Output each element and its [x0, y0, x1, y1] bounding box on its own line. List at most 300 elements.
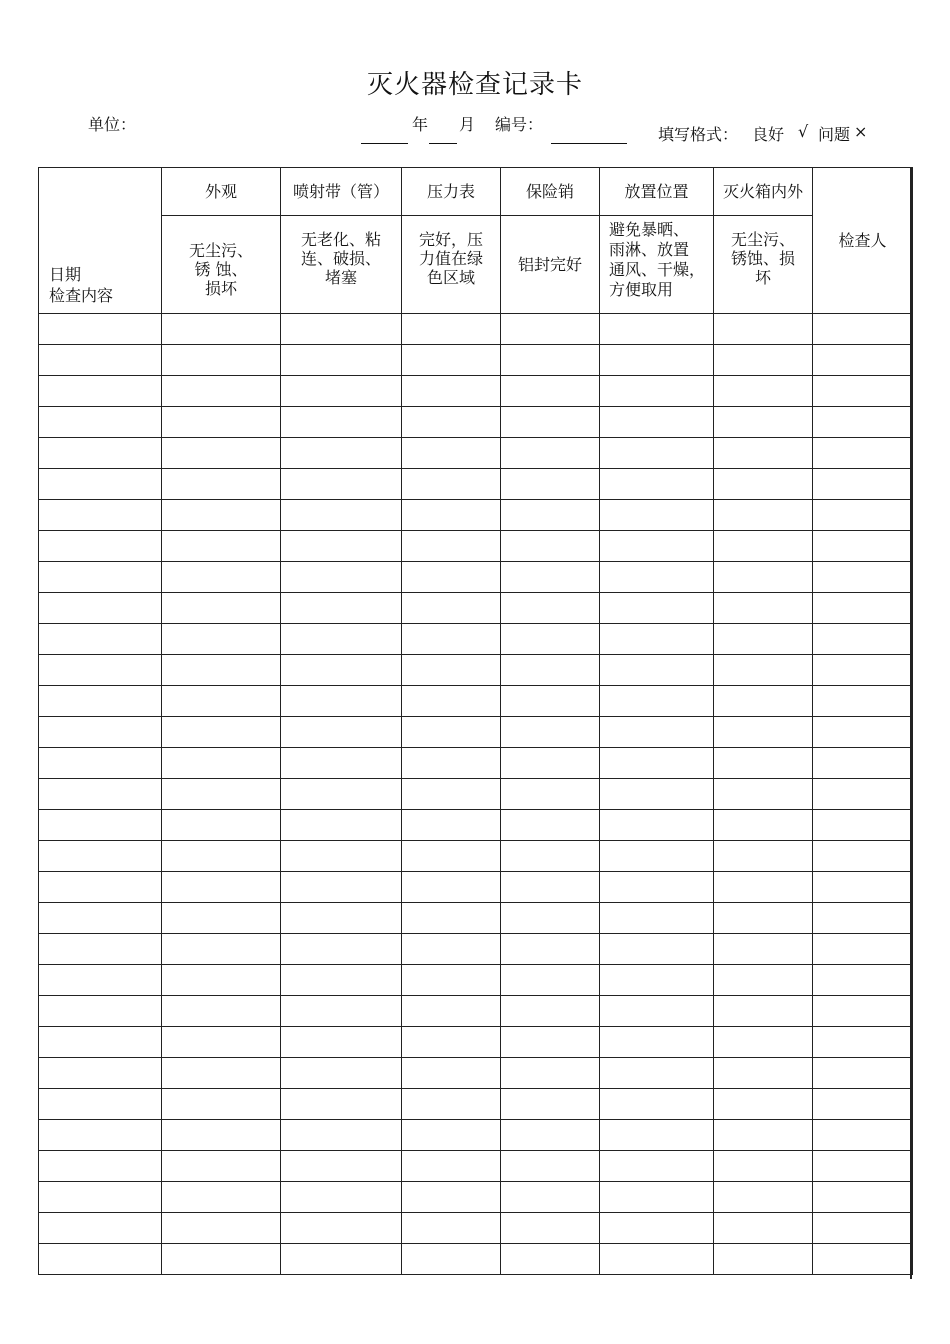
- inspector-cell[interactable]: [813, 531, 913, 562]
- table-row: [39, 314, 913, 345]
- check-cell[interactable]: [162, 1027, 281, 1058]
- check-cell[interactable]: [281, 748, 402, 779]
- check-cell[interactable]: [714, 748, 813, 779]
- date-cell[interactable]: [39, 748, 162, 779]
- date-cell[interactable]: [39, 1120, 162, 1151]
- year-label: 年: [412, 115, 429, 134]
- check-cell[interactable]: [162, 438, 281, 469]
- check-cell[interactable]: [714, 1182, 813, 1213]
- col-header-cabinet: 灭火箱内外: [714, 168, 813, 216]
- check-cell[interactable]: [714, 438, 813, 469]
- check-cell[interactable]: [281, 314, 402, 345]
- check-cell[interactable]: [162, 469, 281, 500]
- criteria-hose: 无老化、粘 连、破损、 堵塞: [281, 216, 402, 314]
- date-cell[interactable]: [39, 810, 162, 841]
- inspector-cell[interactable]: [813, 407, 913, 438]
- table-row: [39, 934, 913, 965]
- check-cell[interactable]: [402, 965, 501, 996]
- date-cell[interactable]: [39, 841, 162, 872]
- inspector-cell[interactable]: [813, 1058, 913, 1089]
- table-row: [39, 965, 913, 996]
- check-cell[interactable]: [714, 1027, 813, 1058]
- check-cell[interactable]: [281, 686, 402, 717]
- date-cell[interactable]: [39, 872, 162, 903]
- inspector-cell[interactable]: [813, 748, 913, 779]
- check-cell[interactable]: [714, 1244, 813, 1275]
- check-cell[interactable]: [714, 1058, 813, 1089]
- check-cell[interactable]: [501, 1213, 600, 1244]
- inspector-cell[interactable]: [813, 903, 913, 934]
- check-cell[interactable]: [714, 593, 813, 624]
- date-cell[interactable]: [39, 996, 162, 1027]
- check-cell[interactable]: [600, 748, 714, 779]
- criteria-cabinet: 无尘污、 锈蚀、损 坏: [714, 216, 813, 314]
- check-cell[interactable]: [501, 686, 600, 717]
- date-cell[interactable]: [39, 965, 162, 996]
- inspector-cell[interactable]: [813, 438, 913, 469]
- date-cell[interactable]: [39, 438, 162, 469]
- date-cell[interactable]: [39, 1182, 162, 1213]
- inspector-cell[interactable]: [813, 717, 913, 748]
- inspector-cell[interactable]: [813, 624, 913, 655]
- check-cell[interactable]: [402, 314, 501, 345]
- check-cell[interactable]: [600, 469, 714, 500]
- check-cell[interactable]: [281, 376, 402, 407]
- check-cell[interactable]: [162, 686, 281, 717]
- check-cell[interactable]: [600, 810, 714, 841]
- inspector-cell[interactable]: [813, 500, 913, 531]
- check-cell[interactable]: [600, 1089, 714, 1120]
- date-cell[interactable]: [39, 376, 162, 407]
- check-cell[interactable]: [281, 1089, 402, 1120]
- check-cell[interactable]: [402, 810, 501, 841]
- check-cell[interactable]: [501, 1089, 600, 1120]
- check-cell[interactable]: [501, 469, 600, 500]
- check-cell[interactable]: [402, 438, 501, 469]
- inspector-cell[interactable]: [813, 593, 913, 624]
- check-cell[interactable]: [501, 562, 600, 593]
- check-cell[interactable]: [281, 779, 402, 810]
- inspection-table: [38, 167, 913, 1275]
- check-cell[interactable]: [714, 903, 813, 934]
- table-row: [39, 686, 913, 717]
- table-row: [39, 1058, 913, 1089]
- good-mark: √: [798, 122, 809, 141]
- table-row: [39, 345, 913, 376]
- check-cell[interactable]: [402, 469, 501, 500]
- inspector-cell[interactable]: [813, 314, 913, 345]
- check-cell[interactable]: [402, 1151, 501, 1182]
- check-cell[interactable]: [714, 469, 813, 500]
- criteria-safety-pin: 铝封完好: [501, 216, 600, 314]
- check-cell[interactable]: [501, 376, 600, 407]
- check-cell[interactable]: [714, 1120, 813, 1151]
- criteria-placement: 避免暴晒、 雨淋、放置 通风、干燥， 方便取用: [600, 216, 714, 314]
- check-cell[interactable]: [714, 1151, 813, 1182]
- table-row: [39, 1151, 913, 1182]
- check-cell[interactable]: [162, 1182, 281, 1213]
- date-cell[interactable]: [39, 1213, 162, 1244]
- check-cell[interactable]: [600, 872, 714, 903]
- check-cell[interactable]: [501, 500, 600, 531]
- check-cell[interactable]: [281, 500, 402, 531]
- check-cell[interactable]: [402, 655, 501, 686]
- check-cell[interactable]: [281, 1244, 402, 1275]
- check-cell[interactable]: [281, 903, 402, 934]
- inspector-cell[interactable]: [813, 1213, 913, 1244]
- check-cell[interactable]: [402, 345, 501, 376]
- check-cell[interactable]: [281, 624, 402, 655]
- check-cell[interactable]: [402, 1213, 501, 1244]
- check-cell[interactable]: [714, 624, 813, 655]
- inspector-cell[interactable]: [813, 1244, 913, 1275]
- inspector-cell[interactable]: [813, 779, 913, 810]
- table-row: [39, 500, 913, 531]
- check-cell[interactable]: [714, 500, 813, 531]
- inspector-cell[interactable]: [813, 1151, 913, 1182]
- check-cell[interactable]: [162, 872, 281, 903]
- table-row: [39, 1120, 913, 1151]
- check-cell[interactable]: [402, 376, 501, 407]
- table-row: [39, 593, 913, 624]
- check-cell[interactable]: [600, 965, 714, 996]
- check-cell[interactable]: [281, 965, 402, 996]
- inspector-cell[interactable]: [813, 996, 913, 1027]
- check-cell[interactable]: [501, 717, 600, 748]
- table-row: [39, 407, 913, 438]
- check-cell[interactable]: [714, 655, 813, 686]
- check-cell[interactable]: [281, 934, 402, 965]
- check-cell[interactable]: [162, 717, 281, 748]
- check-cell[interactable]: [600, 438, 714, 469]
- check-cell[interactable]: [501, 593, 600, 624]
- check-cell[interactable]: [281, 407, 402, 438]
- check-cell[interactable]: [162, 593, 281, 624]
- check-cell[interactable]: [402, 1182, 501, 1213]
- date-cell[interactable]: [39, 469, 162, 500]
- check-cell[interactable]: [162, 841, 281, 872]
- check-cell[interactable]: [281, 593, 402, 624]
- check-cell[interactable]: [402, 531, 501, 562]
- table-row: [39, 1244, 913, 1275]
- date-cell[interactable]: [39, 1027, 162, 1058]
- good-label: 良好: [752, 125, 785, 144]
- check-cell[interactable]: [162, 965, 281, 996]
- date-cell[interactable]: [39, 1058, 162, 1089]
- check-cell[interactable]: [402, 562, 501, 593]
- inspector-cell[interactable]: [813, 1182, 913, 1213]
- date-cell[interactable]: [39, 903, 162, 934]
- check-cell[interactable]: [281, 1182, 402, 1213]
- check-cell[interactable]: [501, 779, 600, 810]
- check-cell[interactable]: [281, 841, 402, 872]
- check-cell[interactable]: [501, 841, 600, 872]
- check-cell[interactable]: [600, 1027, 714, 1058]
- check-cell[interactable]: [714, 407, 813, 438]
- check-cell[interactable]: [714, 1089, 813, 1120]
- date-cell[interactable]: [39, 345, 162, 376]
- criteria-appearance: 无尘污、 锈 蚀、 损坏: [162, 216, 281, 314]
- check-cell[interactable]: [600, 655, 714, 686]
- check-cell[interactable]: [501, 438, 600, 469]
- check-cell[interactable]: [600, 345, 714, 376]
- check-cell[interactable]: [600, 1151, 714, 1182]
- check-cell[interactable]: [162, 1244, 281, 1275]
- month-blank[interactable]: [429, 143, 457, 144]
- problem-label: 问题: [818, 125, 851, 144]
- table-row: [39, 1027, 913, 1058]
- table-row: [39, 1182, 913, 1213]
- check-cell[interactable]: [600, 1213, 714, 1244]
- check-cell[interactable]: [162, 1089, 281, 1120]
- check-cell[interactable]: [600, 314, 714, 345]
- check-cell[interactable]: [501, 934, 600, 965]
- page-title: 灭火器检查记录卡: [366, 70, 583, 100]
- check-cell[interactable]: [281, 1058, 402, 1089]
- check-cell[interactable]: [714, 314, 813, 345]
- check-cell[interactable]: [501, 1244, 600, 1275]
- table-row: [39, 810, 913, 841]
- check-cell[interactable]: [162, 779, 281, 810]
- check-cell[interactable]: [501, 1182, 600, 1213]
- check-cell[interactable]: [402, 1058, 501, 1089]
- date-cell[interactable]: [39, 531, 162, 562]
- check-cell[interactable]: [714, 965, 813, 996]
- check-cell[interactable]: [600, 593, 714, 624]
- check-cell[interactable]: [501, 1027, 600, 1058]
- check-cell[interactable]: [714, 376, 813, 407]
- date-cell[interactable]: [39, 562, 162, 593]
- check-cell[interactable]: [714, 934, 813, 965]
- table-outer-border: [910, 167, 912, 1279]
- date-cell[interactable]: [39, 655, 162, 686]
- check-cell[interactable]: [162, 934, 281, 965]
- check-cell[interactable]: [281, 872, 402, 903]
- check-cell[interactable]: [162, 407, 281, 438]
- table-row: [39, 996, 913, 1027]
- check-cell[interactable]: [600, 624, 714, 655]
- table-row: [39, 562, 913, 593]
- check-cell[interactable]: [402, 996, 501, 1027]
- date-cell[interactable]: [39, 593, 162, 624]
- check-cell[interactable]: [402, 686, 501, 717]
- check-cell[interactable]: [402, 779, 501, 810]
- date-cell[interactable]: [39, 1151, 162, 1182]
- check-cell[interactable]: [402, 748, 501, 779]
- check-cell[interactable]: [402, 841, 501, 872]
- check-cell[interactable]: [600, 531, 714, 562]
- check-cell[interactable]: [714, 1213, 813, 1244]
- check-cell[interactable]: [162, 903, 281, 934]
- check-cell[interactable]: [162, 531, 281, 562]
- check-cell[interactable]: [162, 1120, 281, 1151]
- check-cell[interactable]: [501, 1120, 600, 1151]
- table-row: [39, 841, 913, 872]
- check-cell[interactable]: [402, 717, 501, 748]
- check-cell[interactable]: [281, 1213, 402, 1244]
- check-cell[interactable]: [714, 345, 813, 376]
- col-header-appearance: 外观: [162, 168, 281, 216]
- check-cell[interactable]: [501, 965, 600, 996]
- check-cell[interactable]: [402, 500, 501, 531]
- check-cell[interactable]: [600, 1058, 714, 1089]
- check-cell[interactable]: [162, 1151, 281, 1182]
- check-cell[interactable]: [281, 717, 402, 748]
- col-header-hose: 喷射带（管）: [281, 168, 402, 216]
- check-cell[interactable]: [402, 934, 501, 965]
- check-cell[interactable]: [501, 1151, 600, 1182]
- check-cell[interactable]: [162, 562, 281, 593]
- inspector-cell[interactable]: [813, 686, 913, 717]
- inspector-cell[interactable]: [813, 1120, 913, 1151]
- check-cell[interactable]: [402, 624, 501, 655]
- check-cell[interactable]: [600, 500, 714, 531]
- check-cell[interactable]: [600, 376, 714, 407]
- inspector-cell[interactable]: [813, 810, 913, 841]
- table-row: [39, 1213, 913, 1244]
- date-cell[interactable]: [39, 407, 162, 438]
- check-cell[interactable]: [281, 531, 402, 562]
- problem-mark: ×: [854, 122, 868, 141]
- check-cell[interactable]: [162, 996, 281, 1027]
- table-row: [39, 903, 913, 934]
- date-cell[interactable]: [39, 779, 162, 810]
- date-cell[interactable]: [39, 934, 162, 965]
- number-label: 编号：: [495, 115, 544, 134]
- inspector-cell[interactable]: [813, 376, 913, 407]
- check-cell[interactable]: [714, 841, 813, 872]
- check-cell[interactable]: [600, 407, 714, 438]
- check-cell[interactable]: [600, 1120, 714, 1151]
- inspector-cell[interactable]: [813, 872, 913, 903]
- check-cell[interactable]: [600, 562, 714, 593]
- check-cell[interactable]: [714, 810, 813, 841]
- check-cell[interactable]: [281, 655, 402, 686]
- check-cell[interactable]: [162, 376, 281, 407]
- check-cell[interactable]: [501, 407, 600, 438]
- check-cell[interactable]: [501, 1058, 600, 1089]
- criteria-gauge: 完好，压 力值在绿 色区域: [402, 216, 501, 314]
- check-cell[interactable]: [714, 562, 813, 593]
- month-label: 月: [459, 115, 476, 134]
- check-cell[interactable]: [600, 1182, 714, 1213]
- check-cell[interactable]: [600, 779, 714, 810]
- check-cell[interactable]: [501, 314, 600, 345]
- check-cell[interactable]: [402, 872, 501, 903]
- check-cell[interactable]: [501, 903, 600, 934]
- date-cell[interactable]: [39, 717, 162, 748]
- check-cell[interactable]: [600, 686, 714, 717]
- check-cell[interactable]: [402, 1244, 501, 1275]
- date-cell[interactable]: [39, 314, 162, 345]
- table-row: [39, 469, 913, 500]
- date-cell[interactable]: [39, 624, 162, 655]
- number-blank[interactable]: [551, 143, 627, 144]
- check-cell[interactable]: [162, 314, 281, 345]
- check-cell[interactable]: [402, 903, 501, 934]
- check-cell[interactable]: [162, 748, 281, 779]
- inspector-cell[interactable]: [813, 1027, 913, 1058]
- inspector-cell[interactable]: [813, 934, 913, 965]
- check-cell[interactable]: [402, 1089, 501, 1120]
- check-cell[interactable]: [714, 717, 813, 748]
- year-blank[interactable]: [361, 143, 408, 144]
- col-header-placement: 放置位置: [600, 168, 714, 216]
- date-cell[interactable]: [39, 1089, 162, 1120]
- check-cell[interactable]: [714, 686, 813, 717]
- check-cell[interactable]: [714, 779, 813, 810]
- table-row: [39, 717, 913, 748]
- check-cell[interactable]: [281, 996, 402, 1027]
- check-cell[interactable]: [402, 1027, 501, 1058]
- check-cell[interactable]: [501, 872, 600, 903]
- check-cell[interactable]: [714, 996, 813, 1027]
- check-cell[interactable]: [600, 934, 714, 965]
- check-cell[interactable]: [281, 562, 402, 593]
- date-cell[interactable]: [39, 500, 162, 531]
- check-cell[interactable]: [281, 1027, 402, 1058]
- check-cell[interactable]: [402, 407, 501, 438]
- check-cell[interactable]: [501, 810, 600, 841]
- check-cell[interactable]: [162, 810, 281, 841]
- check-cell[interactable]: [501, 531, 600, 562]
- check-cell[interactable]: [600, 717, 714, 748]
- table-row: [39, 748, 913, 779]
- table-row: [39, 1089, 913, 1120]
- inspector-cell[interactable]: [813, 1089, 913, 1120]
- inspector-cell[interactable]: [813, 469, 913, 500]
- date-label: 日期: [49, 264, 82, 284]
- check-cell[interactable]: [162, 1213, 281, 1244]
- check-cell[interactable]: [281, 469, 402, 500]
- inspector-cell[interactable]: [813, 965, 913, 996]
- check-cell[interactable]: [162, 624, 281, 655]
- check-cell[interactable]: [714, 531, 813, 562]
- inspector-cell[interactable]: [813, 345, 913, 376]
- check-cell[interactable]: [501, 345, 600, 376]
- inspector-cell[interactable]: [813, 655, 913, 686]
- check-cell[interactable]: [402, 593, 501, 624]
- check-cell[interactable]: [714, 872, 813, 903]
- check-cell[interactable]: [600, 1244, 714, 1275]
- check-cell[interactable]: [501, 748, 600, 779]
- check-cell[interactable]: [501, 996, 600, 1027]
- date-cell[interactable]: [39, 686, 162, 717]
- check-cell[interactable]: [281, 810, 402, 841]
- check-cell[interactable]: [600, 841, 714, 872]
- inspector-cell[interactable]: [813, 562, 913, 593]
- table-row: [39, 872, 913, 903]
- content-label: 检查内容: [49, 285, 114, 305]
- check-cell[interactable]: [281, 1120, 402, 1151]
- check-cell[interactable]: [600, 903, 714, 934]
- check-cell[interactable]: [162, 500, 281, 531]
- date-content-header: [39, 168, 162, 314]
- check-cell[interactable]: [501, 624, 600, 655]
- inspector-cell[interactable]: [813, 841, 913, 872]
- check-cell[interactable]: [162, 345, 281, 376]
- check-cell[interactable]: [162, 655, 281, 686]
- date-cell[interactable]: [39, 1244, 162, 1275]
- check-cell[interactable]: [501, 655, 600, 686]
- check-cell[interactable]: [281, 345, 402, 376]
- check-cell[interactable]: [162, 1058, 281, 1089]
- table-row: [39, 531, 913, 562]
- check-cell[interactable]: [402, 1120, 501, 1151]
- check-cell[interactable]: [281, 1151, 402, 1182]
- check-cell[interactable]: [600, 996, 714, 1027]
- check-cell[interactable]: [281, 438, 402, 469]
